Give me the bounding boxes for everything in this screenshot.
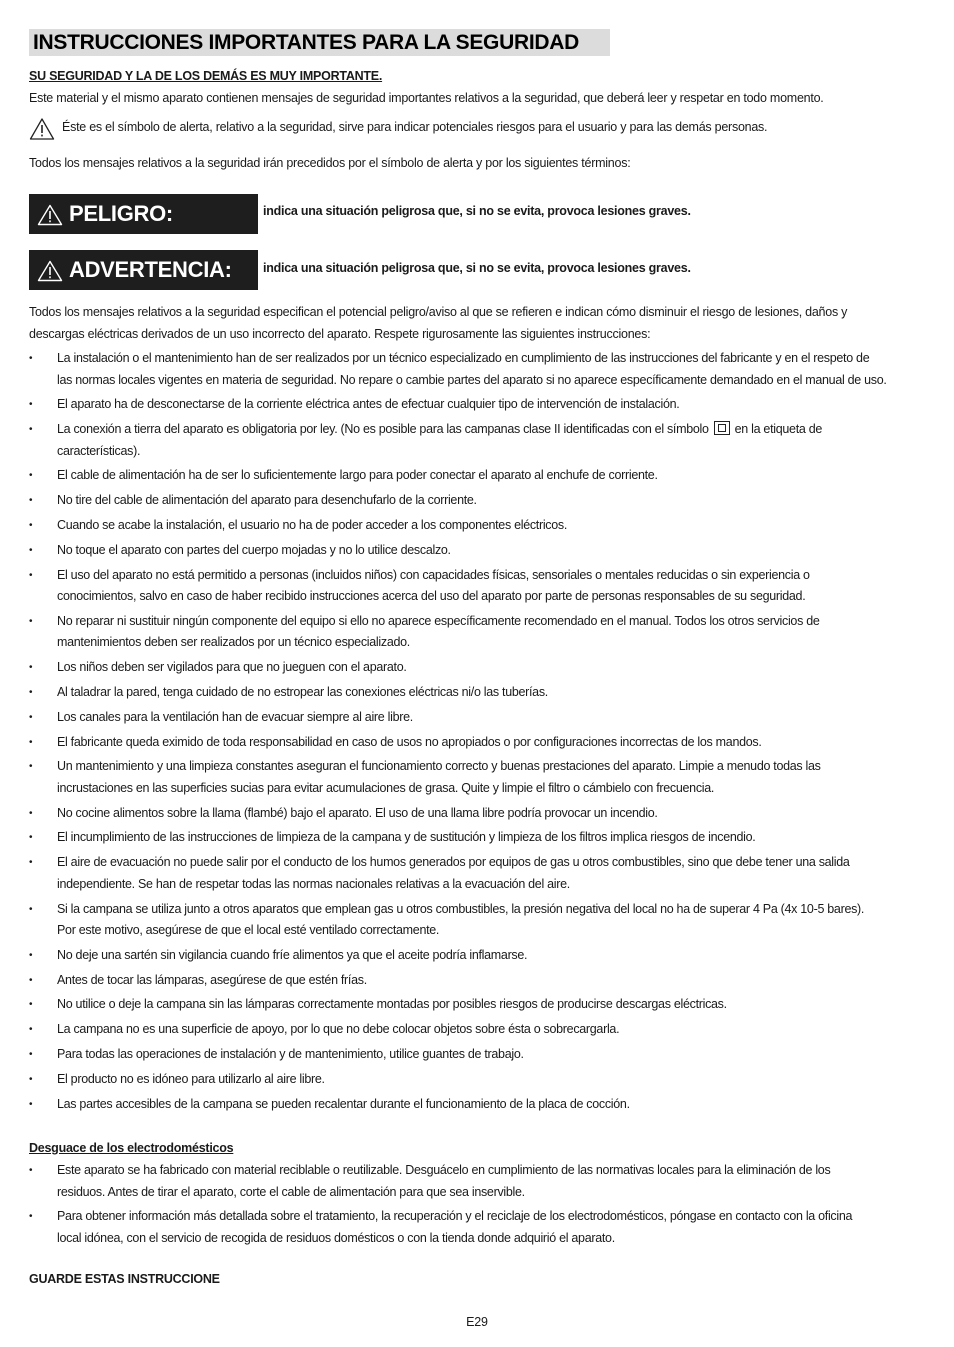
warning-triangle-icon (37, 260, 63, 282)
general-text-line-1: Todos los mensajes relativos a la seguridad especifican el potencial peligro/aviso al que se refieren e indican cómo disminuir el riesgo de lesiones, daños y (29, 305, 848, 319)
signal-text-danger: indica una situación peligrosa que, si no se evita, provoca lesiones graves. (263, 204, 691, 218)
signal-label-danger: PELIGRO: (69, 201, 173, 226)
disposal-list (29, 1160, 929, 1253)
list-item: • Para obtener información más detallada sobre el tratamiento, la recuperación y el reciclaje de los electrodomésticos, póngase en contacto con la oficina local idónea, con el servicio de recogida de residuos domésticos o con la tienda donde adquirió el aparato. (29, 1206, 929, 1249)
signal-box-danger (29, 194, 258, 234)
list-item: • El cable de alimentación ha de ser lo suficientemente largo para poder conectar el aparato al enchufe de corriente. (29, 465, 929, 487)
warning-triangle-icon (29, 117, 55, 141)
list-item: • El uso del aparato no está permitido a personas (incluidos niños) con capacidades físicas, sensoriales o mentales reducidas o sin experiencia o conocimientos, salvo en caso de haber recibido instrucciones acerca del uso del aparato por parte de personas responsables de su seguridad. (29, 565, 929, 608)
closing-text: GUARDE ESTAS INSTRUCCIONE (29, 1272, 220, 1286)
signal-text-warning: indica una situación peligrosa que, si no se evita, provoca lesiones graves. (263, 261, 691, 275)
list-item: • Los niños deben ser vigilados para que no jueguen con el aparato. (29, 657, 929, 679)
signal-label-warning: ADVERTENCIA: (69, 257, 232, 282)
list-item: • La instalación o el mantenimiento han de ser realizados por un técnico especializado en cumplimiento de las instrucciones del fabricante y en el respeto de las normas locales vigentes en materia de seguridad. No repare o cambie partes del aparato si no aparece específicamente demandado en el manual de uso. (29, 348, 929, 391)
list-item: • El aparato ha de desconectarse de la corriente eléctrica antes de efectuar cualquier tipo de intervención de instalación. (29, 394, 929, 416)
alert-symbol-row (29, 116, 929, 142)
list-item: • Este aparato se ha fabricado con material reciblable o reutilizable. Desguácelo en cumplimiento de las normativas locales para la eliminación de los residuos. Antes de tirar el aparato, corte el cable de alimentación para que sea inservible. (29, 1160, 929, 1203)
list-item: • No toque el aparato con partes del cuerpo mojadas y no lo utilice descalzo. (29, 540, 929, 562)
list-item: • El fabricante queda eximido de toda responsabilidad en caso de usos no apropiados o por configuraciones incorrectas de los mandos. (29, 732, 929, 754)
list-item: • Los canales para la ventilación han de evacuar siempre al aire libre. (29, 707, 929, 729)
list-item: • La conexión a tierra del aparato es obligatoria por ley. (No es posible para las campanas clase II identificadas con el símbolo en la etiqueta de características). (29, 419, 929, 462)
list-item: • No cocine alimentos sobre la llama (flambé) bajo el aparato. El uso de una llama libre podría provocar un incendio. (29, 803, 929, 825)
list-item: • El aire de evacuación no puede salir por el conducto de los humos generados por equipos de gas u otros combustibles, sino que debe tener una salida independiente. Se han de respetar todas las normas nacionales relativas a la evacuación del aire. (29, 852, 929, 895)
list-item: • Para todas las operaciones de instalación y de mantenimiento, utilice guantes de trabajo. (29, 1044, 929, 1066)
general-text-line-2: descargas eléctricas derivados de un uso incorrecto del aparato. Respete rigurosamente las siguientes instrucciones: (29, 327, 651, 341)
terms-text: Todos los mensajes relativos a la seguridad irán precedidos por el símbolo de alerta y por los siguientes términos: (29, 156, 631, 170)
list-item: • El incumplimiento de las instrucciones de limpieza de la campana y de sustitución y limpieza de los filtros implica riesgos de incendio. (29, 827, 929, 849)
list-item: • Cuando se acabe la instalación, el usuario no ha de poder acceder a los componentes eléctricos. (29, 515, 929, 537)
list-item: • Al taladrar la pared, tenga cuidado de no estropear las conexiones eléctricas ni/o las tuberías. (29, 682, 929, 704)
warning-triangle-icon (37, 204, 63, 226)
list-item: • No deje una sartén sin vigilancia cuando fríe alimentos ya que el aceite podría inflamarse. (29, 945, 929, 967)
list-item: • Un mantenimiento y una limpieza constantes aseguran el funcionamiento correcto y buenas prestaciones del aparato. Limpie a menudo todas las incrustaciones en las superficies sucias para evitar acumulaciones de grasa. Quite y limpie el filtro o cámbielo con frecuencia. (29, 756, 929, 799)
disposal-heading: Desguace de los electrodomésticos (29, 1141, 234, 1155)
list-item: • El producto no es idóneo para utilizarlo al aire libre. (29, 1069, 929, 1091)
list-item: • No reparar ni sustituir ningún componente del equipo si ello no aparece específicamente recomendado en el manual. Todos los otros servicios de mantenimientos deben ser realizados por un técnico especializado. (29, 611, 929, 654)
page-title-text: INSTRUCCIONES IMPORTANTES PARA LA SEGURIDAD (33, 31, 579, 54)
safety-instructions-list (29, 348, 929, 1118)
list-item: • Antes de tocar las lámparas, asegúrese de que estén frías. (29, 970, 929, 992)
signal-box-warning (29, 250, 258, 290)
list-item: • Las partes accesibles de la campana se pueden recalentar durante el funcionamiento de la placa de cocción. (29, 1094, 929, 1116)
page-number: E29 (466, 1315, 488, 1329)
list-item: • La campana no es una superficie de apoyo, por lo que no debe colocar objetos sobre ésta o sobrecargarla. (29, 1019, 929, 1041)
list-item: • Si la campana se utiliza junto a otros aparatos que emplean gas u otros combustibles, la presión negativa del local no ha de superar 4 Pa (4x 10-5 bares). Por este motivo, asegúrese de que el local esté ventilado correctamente. (29, 899, 929, 942)
page-title (29, 29, 610, 56)
list-item: • No utilice o deje la campana sin las lámparas correctamente montadas por posibles riesgos de producirse descargas eléctricas. (29, 994, 929, 1016)
list-item: • No tire del cable de alimentación del aparato para desenchufarlo de la corriente. (29, 490, 929, 512)
safety-heading: SU SEGURIDAD Y LA DE LOS DEMÁS ES MUY IMPORTANTE. (29, 69, 383, 83)
alert-symbol-text: Éste es el símbolo de alerta, relativo a la seguridad, sirve para indicar potenciales riesgos para el usuario y para las demás personas. (62, 120, 768, 134)
class-ii-symbol-icon (714, 421, 730, 435)
intro-text: Este material y el mismo aparato contienen mensajes de seguridad importantes relativos a la seguridad, que deberá leer y respetar en todo momento. (29, 91, 824, 105)
